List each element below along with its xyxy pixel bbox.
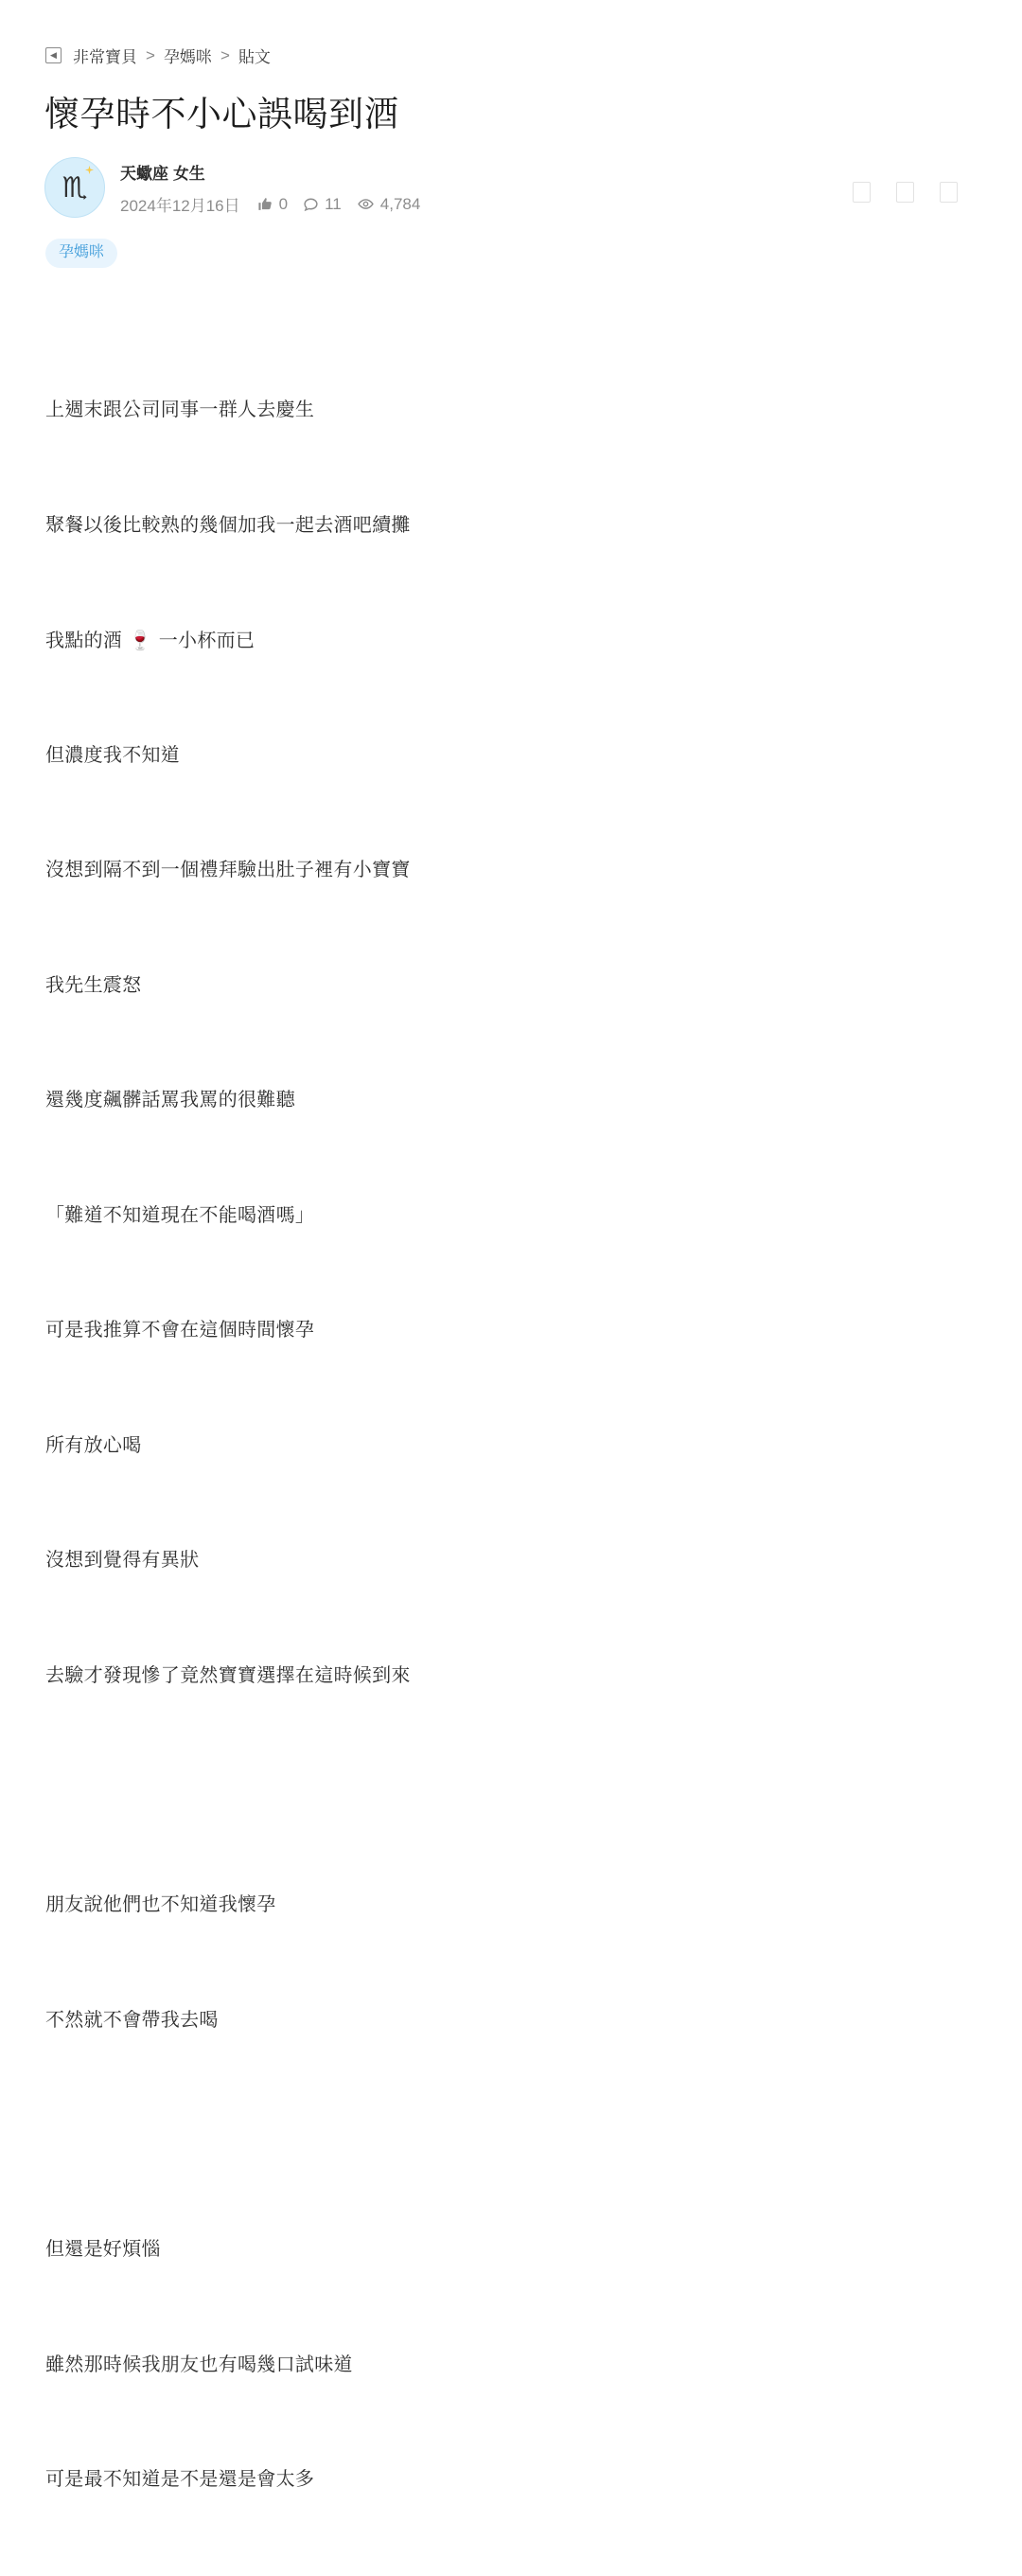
scorpio-icon: ♏ — [62, 170, 88, 204]
comment-count[interactable] — [303, 195, 342, 214]
status-badge[interactable]: 孕媽咪 — [45, 239, 117, 268]
post-line: 上週末跟公司同事一群人去慶生 — [45, 400, 315, 420]
post-line: 不然就不會帶我去喝 — [45, 2009, 219, 2031]
post-line: 還幾度飆髒話罵我罵的很難聽 — [45, 1090, 295, 1110]
author-block — [44, 157, 428, 218]
post-body — [45, 314, 954, 2576]
breadcrumb-item-current: 貼文 — [238, 48, 271, 66]
post-line: 聚餐以後比較熟的幾個加我一起去酒吧續攤 — [45, 514, 411, 536]
post-blank-line — [45, 2116, 954, 2154]
post-date: 2024年12月16日 — [120, 197, 240, 215]
more-options-icon[interactable] — [940, 182, 958, 203]
back-arrow-icon[interactable]: ◀ — [45, 47, 62, 63]
post-line: 「難道不知道現在不能喝酒嗎」 — [45, 1204, 315, 1226]
comment-count-value: 11 — [325, 194, 342, 213]
post-line: 可是我推算不會在這個時間懷孕 — [45, 1320, 315, 1341]
avatar[interactable] — [44, 157, 105, 218]
post-line: 可是最不知道是不是還是會太多 — [45, 2469, 315, 2490]
author-name[interactable]: 天蠍座 女生 — [120, 165, 205, 183]
thumbs-up-icon — [257, 196, 273, 212]
comment-bubble-icon — [303, 196, 319, 212]
post-blank-line — [45, 1771, 954, 1809]
post-meta-row — [120, 192, 428, 216]
eye-icon — [357, 196, 375, 212]
post-line: 我先生震怒 — [45, 974, 142, 996]
breadcrumb-item-board[interactable]: 非常寶貝 — [73, 48, 137, 66]
bookmark-icon[interactable] — [896, 182, 914, 203]
post-line: 所有放心喝 — [45, 1434, 142, 1456]
breadcrumb-item-category[interactable]: 孕媽咪 — [163, 48, 212, 66]
post-line: 沒想到覺得有異狀 — [45, 1550, 200, 1571]
view-count-value: 4,784 — [379, 194, 421, 213]
post-line: 我點的酒 🍷 一小杯而已 — [45, 629, 256, 651]
post-line: 但還是好煩惱 — [45, 2239, 161, 2260]
post-line: 朋友說他們也不知道我懷孕 — [45, 1894, 276, 1915]
breadcrumb — [45, 44, 271, 67]
breadcrumb-separator: > — [146, 45, 155, 64]
like-count-value: 0 — [278, 194, 289, 213]
page-title: 懷孕時不小心誤喝到酒 — [44, 95, 399, 133]
post-line: 沒想到隔不到一個禮拜驗出肚子裡有小寶寶 — [45, 860, 411, 880]
like-count[interactable] — [257, 195, 288, 214]
post-line: 雖然那時候我朋友也有喝幾口試味道 — [45, 2354, 353, 2375]
post-actions — [853, 182, 958, 203]
share-icon[interactable] — [853, 182, 871, 203]
view-count — [357, 195, 421, 214]
post-line: 但濃度我不知道 — [45, 744, 181, 766]
post-line: 去驗才發現慘了竟然寶寶選擇在這時候到來 — [45, 1664, 411, 1686]
breadcrumb-separator: > — [220, 45, 230, 64]
author-meta — [120, 157, 428, 216]
